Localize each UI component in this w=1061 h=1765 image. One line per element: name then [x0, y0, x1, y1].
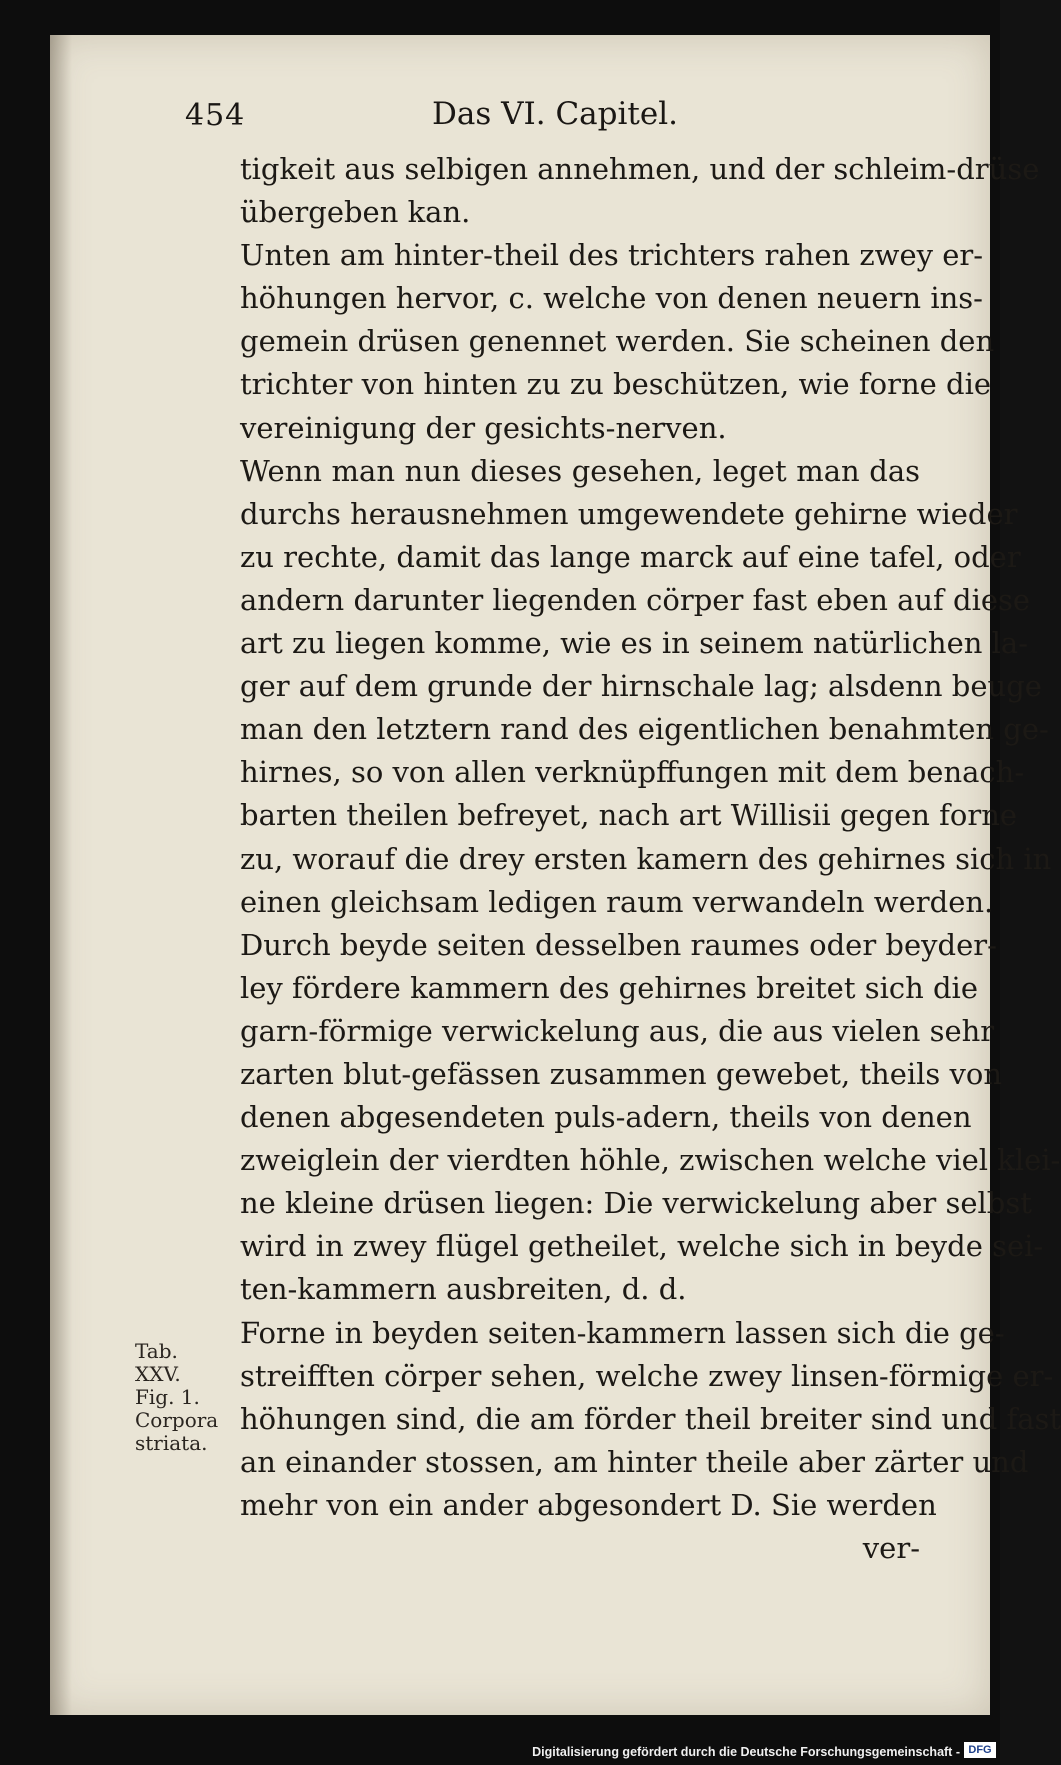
gutter-shadow	[50, 35, 72, 1715]
text-line: ten-kammern ausbreiten, d. d.	[240, 1272, 687, 1307]
catchword: ver-	[862, 1531, 920, 1565]
text-line: streifften cörper sehen, welche zwey linsen-förmige er-	[240, 1358, 1054, 1393]
margin-note-line: Fig. 1.	[135, 1385, 200, 1409]
page-number: 454	[185, 98, 246, 133]
text-line: Unten am hinter-theil des trichters rahen zwey er-	[240, 238, 984, 273]
text-line: Forne in beyden seiten-kammern lassen sich die ge-	[240, 1315, 1005, 1350]
running-title: Das VI. Capitel.	[432, 96, 678, 132]
body-text	[240, 148, 1061, 1570]
footer-bar	[0, 1739, 1000, 1759]
text-line: an einander stossen, am hinter theile aber zärter und	[240, 1444, 1029, 1479]
margin-note-line: XXV.	[135, 1362, 181, 1386]
text-line: gemein drüsen genennet werden. Sie scheinen den	[240, 324, 995, 359]
text-line: man den letztern rand des eigentlichen benahmten ge-	[240, 712, 1049, 747]
text-line: art zu liegen komme, wie es in seinem natürlichen la-	[240, 626, 1028, 661]
text-line: hirnes, so von allen verknüpffungen mit dem benach-	[240, 755, 1025, 790]
text-line: trichter von hinten zu zu beschützen, wie forne die	[240, 367, 992, 402]
dfg-logo-icon: DFG	[964, 1742, 996, 1758]
text-line: ley fördere kammern des gehirnes breitet sich die	[240, 970, 978, 1005]
text-line: höhungen sind, die am förder theil breiter sind und fast	[240, 1401, 1061, 1436]
text-line: Wenn man nun dieses gesehen, leget man das	[240, 453, 920, 488]
text-line: ne kleine drüsen liegen: Die verwickelung aber selbst	[240, 1186, 1032, 1221]
text-line: zarten blut-gefässen zusammen gewebet, theils von	[240, 1056, 1003, 1091]
text-line: wird in zwey flügel getheilet, welche sich in beyde sei-	[240, 1229, 1044, 1264]
text-line: durchs herausnehmen umgewendete gehirne wieder	[240, 496, 1018, 531]
text-line: höhungen hervor, c. welche von denen neuern ins-	[240, 281, 983, 316]
text-line: zweiglein der vierdten höhle, zwischen welche viel klei-	[240, 1143, 1061, 1178]
text-line: denen abgesendeten puls-adern, theils von denen	[240, 1100, 972, 1135]
text-line: garn-förmige verwickelung aus, die aus vielen sehr	[240, 1013, 995, 1048]
margin-note-line: Corpora	[135, 1408, 219, 1432]
text-line: zu rechte, damit das lange marck auf eine tafel, oder	[240, 539, 1021, 574]
text-line: einen gleichsam ledigen raum verwandeln werden.	[240, 884, 994, 919]
text-line: tigkeit aus selbigen annehmen, und der schleim-drüse	[240, 152, 1040, 186]
text-line: übergeben kan.	[240, 195, 471, 230]
margin-note	[135, 1340, 235, 1455]
text-line: ger auf dem grunde der hirnschale lag; alsdenn beuge	[240, 669, 1042, 704]
text-line: andern darunter liegenden cörper fast eben auf diese	[240, 582, 1031, 617]
margin-note-line: striata.	[135, 1431, 208, 1455]
text-line: vereinigung der gesichts-nerven.	[240, 410, 727, 445]
margin-note-line: Tab.	[135, 1339, 178, 1363]
text-line: barten theilen befreyet, nach art Willisii gegen forne	[240, 798, 1018, 833]
text-line: Durch beyde seiten desselben raumes oder beyder-	[240, 927, 997, 962]
text-line: mehr von ein ander abgesondert D. Sie werden	[240, 1487, 937, 1522]
footer-credit: Digitalisierung gefördert durch die Deutsche Forschungsgemeinschaft -	[532, 1745, 960, 1759]
page-header	[185, 90, 925, 140]
text-line: zu, worauf die drey ersten kamern des gehirnes sich in	[240, 841, 1052, 876]
